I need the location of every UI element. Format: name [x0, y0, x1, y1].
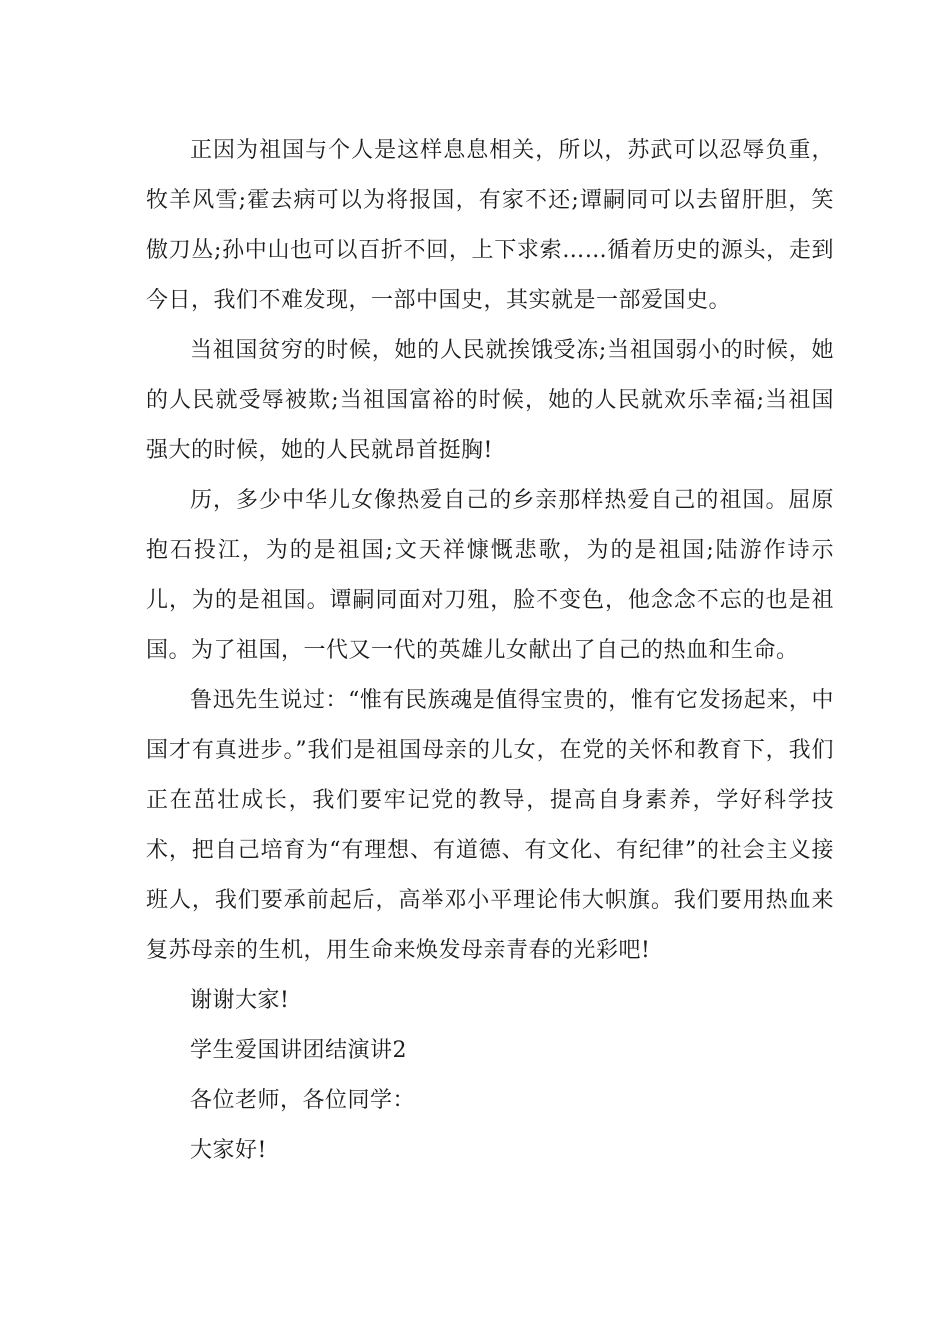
paragraph-history-of-patriotism: 正因为祖国与个人是这样息息相关，所以，苏武可以忍辱负重，牧羊风雪;霍去病可以为将报国，有家不还;谭嗣同可以去留肝胆，笑傲刀丛;孙中山也可以百折不回，上下求索……循着历史的源头，走到今日，我们不难发现，一部中国史，其实就是一部爱国史。 — [146, 138, 834, 313]
paragraph-greeting: 大家好! — [190, 1138, 267, 1163]
speech-title-2: 学生爱国讲团结演讲2 — [190, 1038, 407, 1063]
paragraph-motherland-and-people: 当祖国贫穷的时候，她的人民就挨饿受冻;当祖国弱小的时候，她的人民就受辱被欺;当祖国富裕的时候，她的人民就欢乐幸福;当祖国强大的时候，她的人民就昂首挺胸! — [146, 338, 834, 463]
paragraph-heroes-for-motherland: 历，多少中华儿女像热爱自己的乡亲那样热爱自己的祖国。屈原抱石投江，为的是祖国;文天祥慷慨悲歌，为的是祖国;陆游作诗示儿，为的是祖国。谭嗣同面对刀殂，脸不变色，他念念不忘的也是祖国。为了祖国，一代又一代的英雄儿女献出了自己的热血和生命。 — [146, 488, 834, 663]
paragraph-salutation: 各位老师，各位同学： — [190, 1088, 416, 1113]
paragraph-thanks: 谢谢大家! — [190, 988, 290, 1013]
paragraph-lu-xun-quote: 鲁迅先生说过：“惟有民族魂是值得宝贵的，惟有它发扬起来，中国才有真进步。”我们是祖国母亲的儿女，在党的关怀和教育下，我们正在茁壮成长，我们要牢记党的教导，提高自身素养，学好科学技术，把自己培育为“有理想、有道德、有文化、有纪律”的社会主义接班人，我们要承前起后，高举邓小平理论伟大帜旗。我们要用热血来复苏母亲的生机，用生命来焕发母亲青春的光彩吧! — [146, 688, 834, 963]
document-body — [146, 126, 834, 1176]
